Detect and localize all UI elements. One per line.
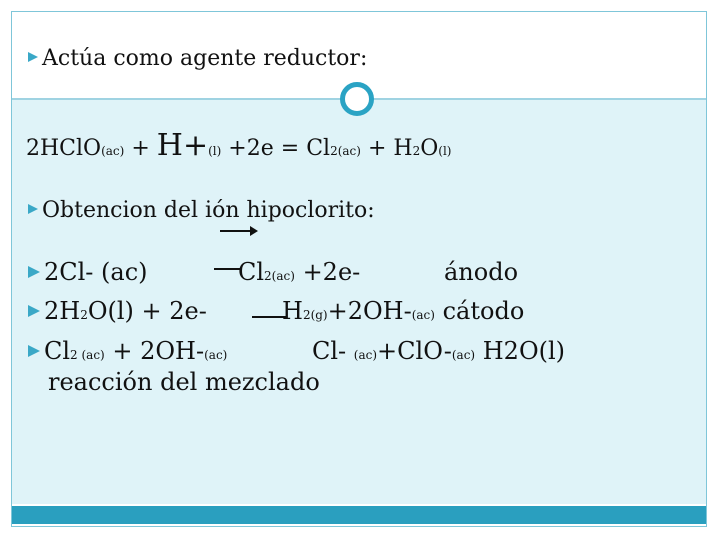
section-heading-text: Obtencion del ión hipoclorito: [42, 198, 375, 223]
bullet-icon [28, 204, 38, 214]
reaction-2-rhs-rest: +2OH- [327, 297, 412, 325]
reaction-1-rhs-sub: 2(ac) [264, 269, 295, 283]
reaction-1-rhs-main: Cl [238, 258, 265, 286]
reaction-2-lhs-sub: 2 [80, 308, 88, 322]
eq-product1: Cl [306, 136, 331, 161]
reaction-2-rhs-sub: 2(g) [302, 308, 328, 322]
reaction-3-rhs-c: H2O(l) [482, 337, 566, 365]
reaction-1-label: ánodo [444, 258, 519, 286]
reaction-3-rhs-a-state: (ac) [353, 348, 378, 362]
eq-plus1: + [131, 136, 150, 161]
eq-product1-sub: 2 [330, 144, 338, 158]
heading-text: Actúa como agente reductor: [42, 46, 368, 71]
reaction-1-lhs: 2Cl- (ac) [44, 258, 148, 286]
reaction-3-lhs-b: + 2OH- [112, 337, 205, 365]
eq-equals: = [280, 136, 300, 161]
reaction-1-rhs-rest: +2e- [302, 258, 361, 286]
eq-reactant1-state: (ac) [101, 144, 125, 158]
reaction-3-lhs-state: (ac) [204, 348, 228, 362]
bullet-icon [28, 266, 40, 278]
reaction-2-rhs [282, 297, 524, 325]
reaction-2-label: cátodo [442, 297, 525, 325]
reaction-3-lhs-sub: 2 (ac) [70, 348, 105, 362]
eq-product2-state: (l) [438, 144, 452, 158]
reaction-2 [28, 297, 207, 325]
reaction-2-arrow-line [252, 316, 286, 318]
reaction-1 [28, 258, 148, 286]
eq-hydrogen: H+ [156, 128, 209, 163]
footer-text: reacción del mezclado [48, 368, 320, 396]
section-heading-line [28, 198, 375, 223]
eq-product1-state: (ac) [337, 144, 361, 158]
reaction-3-lhs-a: Cl [44, 337, 71, 365]
eq-product2-o: O [420, 136, 439, 161]
reaction-3-rhs-a: Cl- [312, 337, 347, 365]
reaction-1-arrow-line [214, 268, 240, 270]
reaction-3-rhs [312, 337, 565, 365]
eq-product2-sub: 2 [412, 144, 421, 158]
reaction-2-rhs-state: (ac) [411, 308, 435, 322]
eq-reactant1: 2HClO [26, 136, 102, 161]
bullet-icon [28, 52, 38, 62]
equation-line [26, 128, 451, 163]
reaction-3 [28, 337, 227, 365]
bullet-icon [28, 305, 40, 317]
reaction-3-rhs-b-state: (ac) [451, 348, 476, 362]
eq-electrons: +2e [228, 136, 274, 161]
reaction-arrow-icon [220, 230, 256, 232]
bullet-icon [28, 345, 40, 357]
reaction-2-lhs-a: 2H [44, 297, 81, 325]
reaction-2-lhs-b: O(l) + 2e- [87, 297, 207, 325]
reaction-1-rhs [238, 258, 360, 286]
reaction-2-rhs-main: H [282, 297, 303, 325]
eq-plus2: + [367, 136, 387, 161]
heading-line [28, 46, 367, 71]
eq-product2-h: H [393, 136, 413, 161]
reaction-3-rhs-b: +ClO- [377, 337, 452, 365]
eq-hydrogen-state: (l) [208, 144, 222, 158]
